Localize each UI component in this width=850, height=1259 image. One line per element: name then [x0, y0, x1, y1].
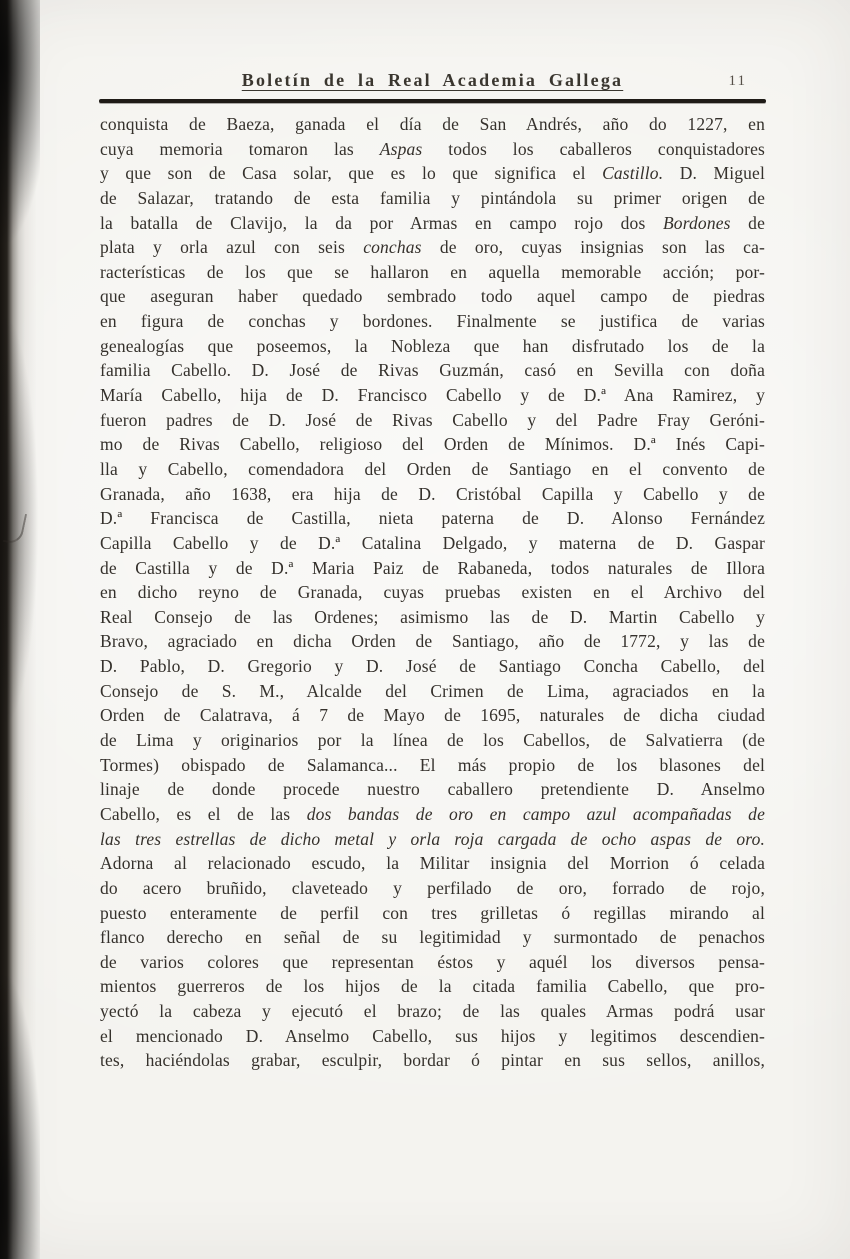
text-line: [100, 531, 765, 556]
text-segment: D.ª Francisca de Castilla, nieta paterna de D. Alonso Fernández: [100, 508, 765, 529]
text-line: [100, 506, 765, 531]
text-line: [100, 974, 765, 999]
text-segment-italic: las tres estrellas de dicho metal y orla roja cargada de ocho aspas de oro.: [100, 828, 765, 849]
text-segment: cuya memoria tomaron las: [100, 138, 380, 159]
text-segment: la batalla de Clavijo, la da por Armas en campo rojo dos: [100, 212, 663, 233]
margin-scribble: [3, 510, 27, 545]
text-line: [100, 654, 765, 679]
text-segment-italic: dos bandas de oro en campo azul acompañadas de: [306, 803, 765, 824]
text-segment: de: [730, 212, 765, 233]
text-segment: y que son de Casa solar, que es lo que significa el: [100, 163, 603, 184]
text-segment-italic: Aspas: [379, 138, 423, 159]
text-segment: lla y Cabello, comendadora del Orden de Santiago en el convento de: [100, 458, 765, 479]
header-rule: [99, 99, 766, 103]
text-line: [100, 260, 765, 285]
text-line: [100, 211, 765, 236]
text-line: [100, 999, 765, 1024]
text-segment: el mencionado D. Anselmo Cabello, sus hijos y legitimos descendien-: [100, 1025, 765, 1046]
text-line: [100, 408, 765, 433]
text-line: [100, 137, 765, 162]
text-segment: Granada, año 1638, era hija de D. Cristóbal Capilla y Cabello y de: [100, 483, 765, 504]
text-segment-italic: Bordones: [662, 212, 731, 233]
text-segment: Orden de Calatrava, á 7 de Mayo de 1695, naturales de dicha ciudad: [100, 705, 765, 726]
text-line: [100, 556, 765, 581]
text-line: [100, 161, 765, 186]
text-segment: D. Miguel: [663, 163, 765, 184]
text-segment: familia Cabello. D. José de Rivas Guzmán, casó en Sevilla con doña: [100, 360, 765, 381]
text-line: [100, 112, 765, 137]
text-segment: conquista de Baeza, ganada el día de San Andrés, año do 1227, en: [100, 114, 765, 134]
text-line: [100, 703, 765, 728]
text-segment: Real Consejo de las Ordenes; asimismo las de D. Martin Cabello y: [100, 606, 765, 627]
text-line: [100, 334, 765, 359]
text-line: [100, 605, 765, 630]
text-segment: Adorna al relacionado escudo, la Militar insignia del Morrion ó celada: [100, 853, 765, 874]
text-line: [100, 728, 765, 753]
page-header: [100, 70, 765, 91]
text-segment: tes, haciéndolas grabar, esculpir, bordar ó pintar en sus sellos, anillos,: [100, 1050, 765, 1071]
text-segment-italic: conchas: [363, 237, 422, 258]
text-segment: genealogías que poseemos, la Nobleza que han disfrutado los de la: [100, 335, 765, 356]
text-line: [100, 679, 765, 704]
text-line: [100, 383, 765, 408]
text-line: [100, 284, 765, 309]
text-segment: mientos guerreros de los hijos de la citada familia Cabello, que pro-: [100, 976, 765, 997]
text-segment: D. Pablo, D. Gregorio y D. José de Santiago Concha Cabello, del: [100, 656, 765, 677]
text-segment: de varios colores que representan éstos y aquél los diversos pensa-: [100, 951, 765, 972]
text-segment: Cabello, es el de las: [100, 803, 307, 824]
text-line: [100, 629, 765, 654]
text-segment: Consejo de S. M., Alcalde del Crimen de Lima, agraciados en la: [100, 680, 765, 701]
text-segment: mo de Rivas Cabello, religioso del Orden de Mínimos. D.ª Inés Capi-: [100, 434, 765, 455]
text-line: [100, 753, 765, 778]
text-segment: yectó la cabeza y ejecutó el brazo; de las quales Armas podrá usar: [100, 1001, 765, 1022]
text-segment: Tormes) obispado de Salamanca... El más propio de los blasones del: [100, 754, 765, 775]
text-line: [100, 802, 765, 827]
text-line: [100, 1024, 765, 1049]
text-line: [100, 827, 765, 852]
text-line: [100, 851, 765, 876]
text-line: [100, 901, 765, 926]
page-number: 11: [728, 73, 747, 89]
text-segment-italic: Castillo.: [602, 163, 664, 184]
body-text: [100, 112, 765, 1073]
text-line: [100, 580, 765, 605]
text-line: [100, 457, 765, 482]
text-line: [100, 950, 765, 975]
text-segment: que aseguran haber quedado sembrado todo aquel campo de piedras: [100, 286, 765, 307]
text-segment: do acero bruñido, claveteado y perfilado de oro, forrado de rojo,: [100, 877, 765, 898]
text-segment: Capilla Cabello y de D.ª Catalina Delgado, y materna de D. Gaspar: [100, 532, 765, 553]
text-line: [100, 186, 765, 211]
text-segment: racterísticas de los que se hallaron en aquella memorable acción; por-: [100, 261, 765, 282]
text-segment: en dicho reyno de Granada, cuyas pruebas existen en el Archivo del: [100, 582, 765, 603]
text-segment: de Lima y originarios por la línea de los Cabellos, de Salvatierra (de: [100, 730, 765, 751]
text-segment: puesto enteramente de perfil con tres grilletas ó regillas mirando al: [100, 902, 765, 923]
text-segment: María Cabello, hija de D. Francisco Cabello y de D.ª Ana Ramirez, y: [100, 385, 765, 406]
text-line: [100, 309, 765, 334]
text-segment: fueron padres de D. José de Rivas Cabello y del Padre Fray Geróni-: [100, 409, 765, 430]
binding-shadow: [0, 0, 40, 1259]
text-line: [100, 235, 765, 260]
text-segment: todos los caballeros conquistadores: [422, 138, 765, 159]
text-segment: plata y orla azul con seis: [100, 237, 364, 258]
text-line: [100, 1048, 765, 1073]
text-segment: de oro, cuyas insignias son las ca-: [421, 237, 765, 258]
text-segment: linaje de donde procede nuestro caballero pretendiente D. Anselmo: [100, 779, 765, 800]
journal-title: Boletín de la Real Academia Gallega: [241, 70, 624, 90]
text-line: [100, 925, 765, 950]
text-segment: Bravo, agraciado en dicha Orden de Santiago, año de 1772, y las de: [100, 631, 765, 652]
text-segment: de Castilla y de D.ª Maria Paiz de Rabaneda, todos naturales de Illora: [100, 557, 765, 578]
text-line: [100, 876, 765, 901]
text-segment: de Salazar, tratando de esta familia y pintándola su primer origen de: [100, 187, 765, 208]
text-line: [100, 777, 765, 802]
text-line: [100, 482, 765, 507]
text-segment: flanco derecho en señal de su legitimidad y surmontado de penachos: [100, 927, 765, 948]
text-line: [100, 358, 765, 383]
text-line: [100, 432, 765, 457]
text-segment: en figura de conchas y bordones. Finalmente se justifica de varias: [100, 311, 765, 332]
